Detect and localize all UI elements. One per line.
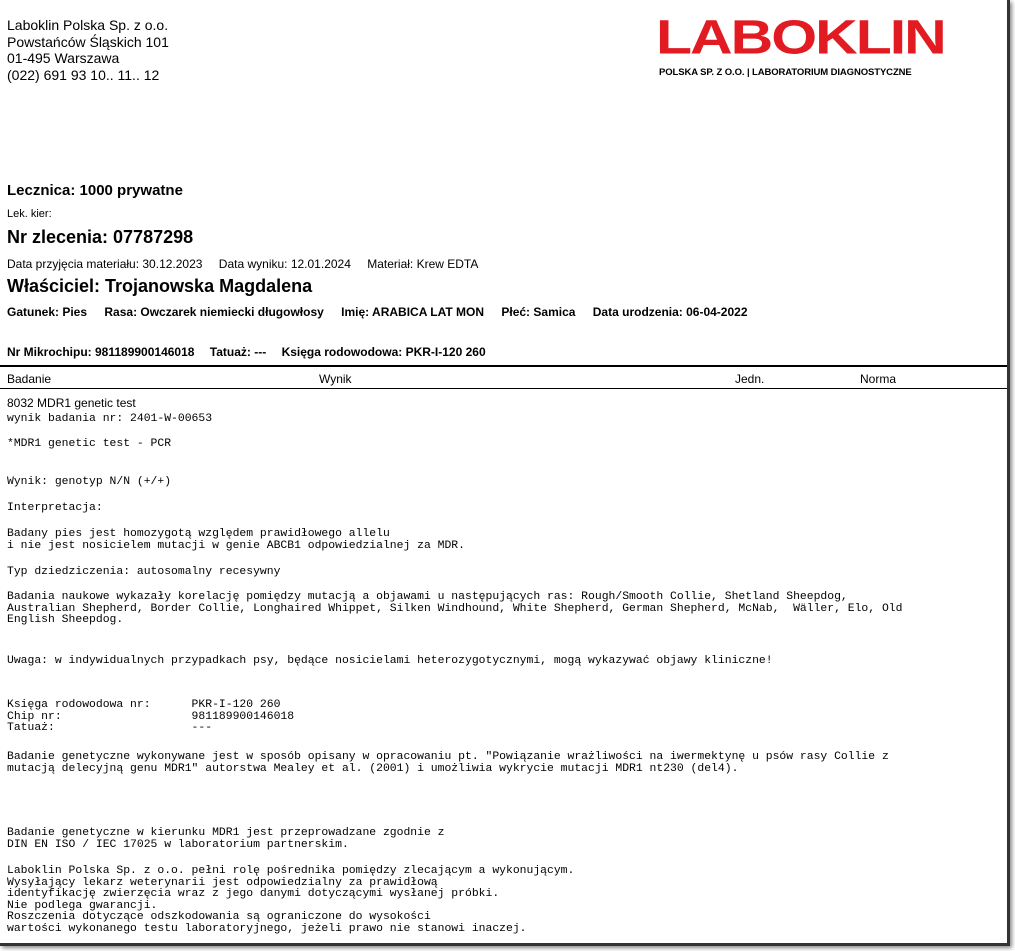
column-header-divider [0, 388, 1010, 389]
header-divider [0, 365, 1010, 367]
dates-row [7, 257, 491, 271]
lab-name: Laboklin Polska Sp. z o.o. [7, 17, 169, 33]
order-number: Nr zlecenia: 07787298 [7, 227, 194, 247]
lab-address [7, 17, 169, 83]
breed: Rasa: Owczarek niemiecki długowłosy [104, 305, 324, 319]
interpretation-heading: Interpretacja: [7, 502, 103, 514]
chip-number: Nr Mikrochipu: 981189900146018 [7, 345, 195, 359]
tattoo: Tatuaż: --- [209, 345, 267, 359]
col-header-result: Wynik [319, 372, 352, 386]
method: *MDR1 genetic test - PCR [7, 438, 172, 450]
identifiers-row [7, 345, 498, 359]
vet-line: Lek. kier: [7, 208, 52, 220]
species: Gatunek: Pies [7, 305, 88, 319]
logo-wordmark: LABOKLIN [656, 9, 945, 65]
col-header-test: Badanie [7, 372, 52, 386]
lab-street: Powstańców Śląskich 101 [7, 33, 169, 50]
animal-name: Imię: ARABICA LAT MON [341, 305, 485, 319]
material: Materiał: Krew EDTA [367, 257, 479, 271]
laboklin-logo [656, 9, 945, 78]
warning-text: Uwaga: w indywidualnych przypadkach psy, będące nosicielami heterozygotycznymi, mogą wykazywać objawy kliniczne! [7, 655, 773, 667]
col-header-norm: Norma [860, 372, 897, 386]
lab-phone: (022) 691 93 10.. 11.. 12 [7, 66, 160, 83]
test-name: 8032 MDR1 genetic test [7, 396, 136, 410]
genotype-result: Wynik: genotyp N/N (+/+) [7, 476, 172, 488]
result-number: wynik badania nr: 2401-W-00653 [7, 413, 213, 425]
interpretation-text: Badany pies jest homozygotą względem prawidłowego allelu i nie jest nosicielem mutacji w genie ABCB1 odpowiedzialnej za MDR. [7, 528, 465, 552]
lab-city: 01-495 Warszawa [7, 50, 120, 66]
pedigree-number: Księga rodowodowa: PKR-I-120 260 [281, 345, 486, 359]
birth-date: Data urodzenia: 06-04-2022 [592, 305, 748, 319]
method-reference-text: Badanie genetyczne wykonywane jest w sposób opisany w opracowaniu pt. "Powiązanie wrażliwości na iwermektynę u psów rasy Collie z mutacją delecyjną genu MDR1" autorstwa Mealey et al. (2001) i umożliwia wykrycie mutacji MDR1 nt230 (del4). [7, 751, 889, 775]
sex: Płeć: Samica [501, 305, 576, 319]
accreditation-text: Badanie genetyczne w kierunku MDR1 jest przeprowadzane zgodnie z DIN EN ISO / IEC 17025 w laboratorium partnerskim. [7, 827, 445, 851]
owner-line: Właściciel: Trojanowska Magdalena [7, 276, 313, 296]
col-header-unit: Jedn. [735, 372, 765, 386]
logo-tagline: POLSKA SP. Z O.O. | LABORATORIUM DIAGNOSTYCZNE [659, 67, 912, 78]
inheritance-type: Typ dziedziczenia: autosomalny recesywny [7, 566, 281, 578]
animal-row [7, 305, 762, 319]
affected-breeds-text: Badania naukowe wykazały korelację pomiędzy mutacją a objawami u następujących ras: Rough/Smooth Collie, Shetland Sheepdog, Australian Shepherd, Border Collie, Longhaired Whippet, Silken Windhound, White Shepherd, German Shepherd, McNab, Wäller, Elo, Old English Sheepdog. [7, 591, 903, 626]
clinic-line: Lecznica: 1000 prywatne [7, 182, 183, 199]
result-date: Data wyniku: 12.01.2024 [218, 257, 351, 271]
identification-block: Księga rodowodowa nr: PKR-I-120 260 Chip nr: 981189900146018 Tatuaż: --- [7, 699, 295, 734]
disclaimer-text: Laboklin Polska Sp. z o.o. pełni rolę pośrednika pomiędzy zlecającym a wykonującym. Wysyłający lekarz weterynarii jest odpowiedzialny za prawidłową identyfikację zwierzęcia wraz z jego danymi dotyczącymi wysłanej próbki. Nie podlega gwarancji. Roszczenia dotyczące odszkodowania są ograniczone do wysokości wartości wykonanego testu laboratoryjnego, jeżeli prawo nie stanowi inaczej. [7, 865, 575, 935]
received-date: Data przyjęcia materiału: 30.12.2023 [7, 257, 203, 271]
